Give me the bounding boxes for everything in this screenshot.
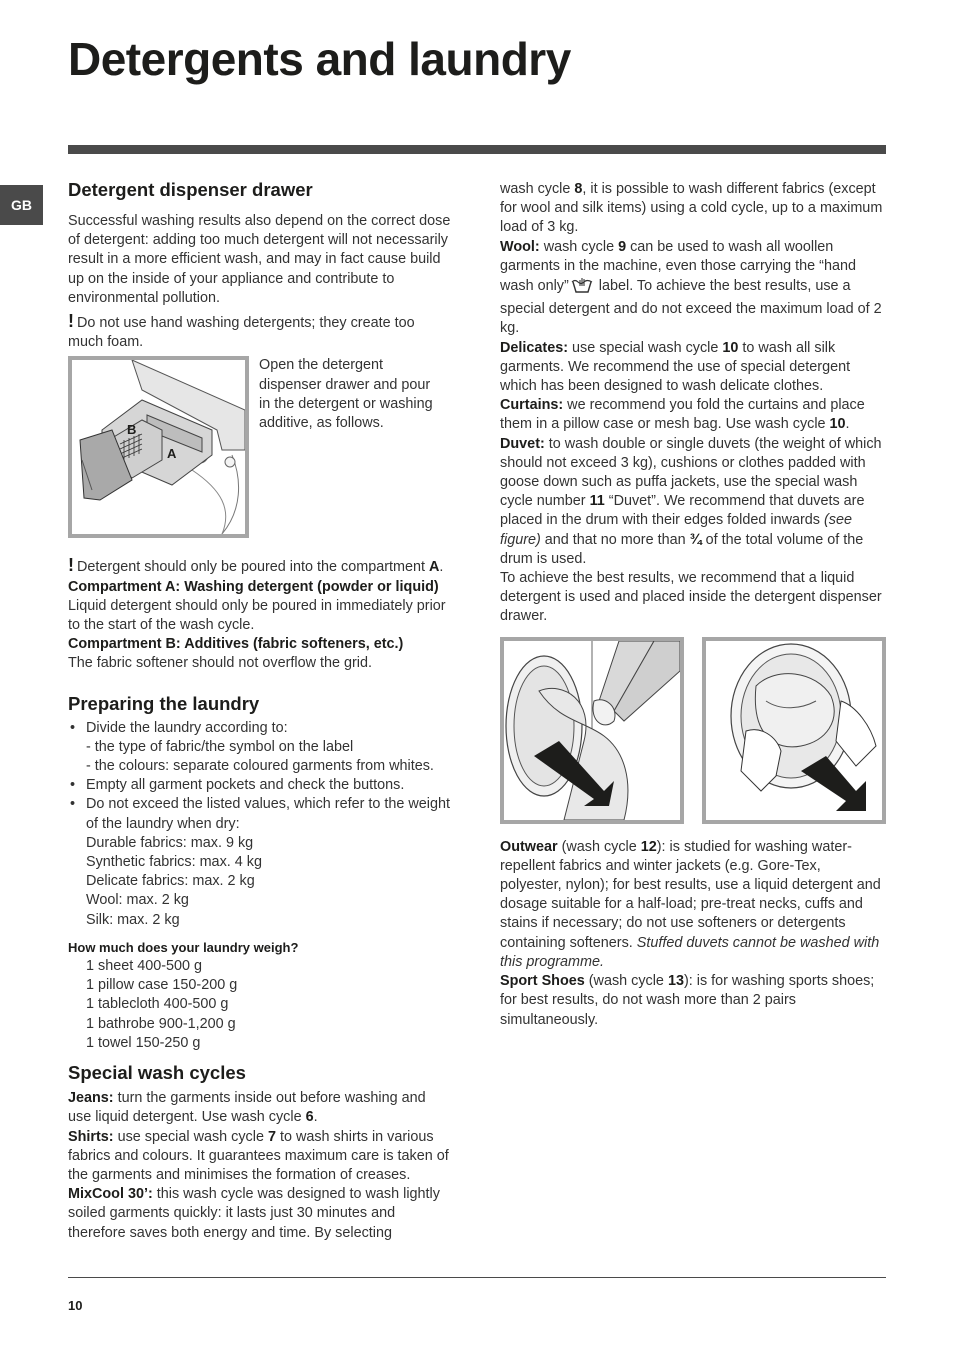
weight-item: 1 pillow case 150-200 g [86, 977, 238, 994]
delicates-cycle: 10 [722, 339, 739, 356]
compartment-note-text: Detergent should only be poured into the compartment [77, 559, 429, 576]
compartment-note-letter: A [429, 559, 440, 576]
page-title: Detergents and laundry [68, 33, 571, 85]
bullet-text: Divide the laundry according to: [86, 719, 288, 736]
duvet-folding-illustration [702, 637, 886, 824]
warning-icon: ! [68, 555, 74, 576]
mixcool-text: this wash cycle was designed to wash lightly soiled garments quickly: it lasts just 30 minutes and therefore saves both energy and time. By selecting [68, 1186, 440, 1241]
language-tab: GB [0, 185, 43, 225]
dispenser-drawer-illustration [68, 356, 249, 538]
list-item [68, 719, 452, 777]
dispenser-heading: Detergent dispenser drawer [68, 179, 313, 200]
list-item [68, 776, 452, 795]
sport-shoes-text: ): is for washing sports shoes; for best results, do not wash more than 2 pairs simultaneously. [500, 973, 875, 1028]
mixcool-text: wash cycle [500, 181, 575, 197]
sport-shoes-cycle: 13 [667, 973, 684, 990]
bullet-subtext: - the type of fabric/the symbol on the label [86, 738, 354, 755]
duvet-cycle: 11 [589, 493, 605, 510]
wool-text: label. To achieve the best results, use a special detergent and do not exceed the maximum load of 2 kg. [500, 278, 882, 337]
limit-item: Durable fabrics: max. 9 kg [86, 834, 254, 851]
laundry-weights [68, 957, 452, 1053]
compartment-b-text: The fabric softener should not overflow the grid. [68, 655, 372, 672]
limit-item: Silk: max. 2 kg [86, 911, 180, 928]
outwear-label: Outwear [500, 838, 558, 855]
curtains-paragraph: Curtains: we recommend you fold the curtains and place them in a pillow case or mesh bag. Use wash cycle 10. [500, 397, 865, 433]
duvet-figures [500, 637, 886, 824]
duvet-text: and that no more than [540, 531, 690, 548]
delicates-paragraph [500, 339, 886, 397]
weight-item: 1 bathrobe 900-1,200 g [86, 1015, 236, 1032]
jeans-cycle: 6 [305, 1109, 314, 1126]
mixcool-paragraph [68, 1185, 452, 1243]
compartment-a-title: Compartment A: Washing detergent (powder or liquid) [68, 578, 439, 595]
wool-text: wash cycle [539, 238, 619, 255]
special-cycles-heading: Special wash cycles [68, 1062, 246, 1084]
shirts-label: Shirts: [68, 1128, 114, 1145]
weight-item: 1 tablecloth 400-500 g [86, 996, 229, 1013]
duvet-paragraph [500, 435, 886, 569]
dispenser-intro: Successful washing results also depend on the correct dose of detergent: adding too much detergent will not necessarily result in a more efficient wash, and may in fact cause build up on the inside of your appliance and contribute to environmental pollution. [68, 213, 451, 306]
delicates-text: use special wash cycle [568, 339, 723, 356]
duvet-fraction: ¾ [689, 531, 702, 548]
wool-cycle: 9 [618, 238, 627, 255]
curtains-cycle: 10 [829, 416, 846, 433]
limit-item: Wool: max. 2 kg [86, 892, 189, 909]
hand-wash-icon [571, 276, 593, 300]
list-item [68, 795, 452, 929]
drawer-figure-row [68, 356, 452, 542]
jeans-text: turn the garments inside out before washing and use liquid detergent. Use wash cycle [68, 1090, 426, 1126]
left-column [68, 178, 452, 1243]
page-number: 10 [68, 1298, 83, 1313]
footer-rule [68, 1277, 886, 1278]
sport-shoes-paragraph [500, 972, 886, 1030]
liquid-detergent-note: To achieve the best results, we recommend that a liquid detergent is used and placed inside the detergent dispenser drawer. [500, 570, 882, 625]
outwear-text: ): is studied for washing water-repellent fabrics and winter jackets (e.g. Gore-Tex, polyester, nylon); for best results, use a liquid detergent and dosage suitable for a half-load; pre-treat necks, cuffs and stains if necessary; do not use softeners or detergents containing softeners. [500, 838, 881, 951]
wool-paragraph [500, 238, 886, 339]
shirts-paragraph [68, 1128, 452, 1186]
foam-warning-text: Do not use hand washing detergents; they create too much foam. [68, 315, 415, 351]
duvet-text: of the total volume of the drum is used. [500, 531, 864, 567]
compartment-b-label: B [127, 422, 137, 438]
mixcool-cycle: 8 [574, 181, 583, 197]
compartment-note-end: . [439, 559, 444, 576]
shirts-text: to wash shirts in various fabrics and colours. It guarantees maximum care is taken of the garments and minimises the formation of creases. [68, 1128, 449, 1183]
jeans-label: Jeans: [68, 1090, 114, 1107]
weight-item: 1 towel 150-250 g [86, 1034, 201, 1051]
duvet-text: “Duvet”. We recommend that duvets are placed in the drum with their edges folded inwards [500, 493, 865, 529]
bullet-subtext: - the colours: separate coloured garments from whites. [86, 758, 434, 775]
compartment-a-text: Liquid detergent should only be poured in immediately prior to the start of the wash cycle. [68, 597, 446, 634]
outwear-paragraph [500, 838, 886, 972]
bullet-text: Do not exceed the listed values, which refer to the weight of the laundry when dry: [86, 796, 450, 832]
mixcool-text: , it is possible to wash different fabrics (except for wool and silk items) using a cold cycle, up to a maximum load of 3 kg. [500, 181, 883, 236]
duvet-label: Duvet: [500, 435, 545, 452]
delicates-label: Delicates: [500, 339, 568, 356]
weigh-heading: How much does your laundry weigh? [68, 939, 299, 955]
mixcool-continued [500, 180, 886, 238]
jeans-paragraph: Jeans: turn the garments inside out before washing and use liquid detergent. Use wash cycle 6. [68, 1090, 426, 1126]
curtains-label: Curtains: [500, 397, 564, 414]
weight-item: 1 sheet 400-500 g [86, 958, 203, 975]
delicates-text: to wash all silk garments. We recommend the use of special detergent which has been designed to wash delicate clothes. [500, 339, 851, 395]
outwear-cycle: 12 [640, 838, 657, 855]
laundry-bullets [68, 719, 452, 930]
curtains-text: we recommend you fold the curtains and place them in a pillow case or mesh bag. Use wash cycle [500, 397, 865, 433]
outwear-note: Stuffed duvets cannot be washed with this programme. [500, 934, 880, 970]
duvet-text: to wash double or single duvets (the weight of which should not exceed 3 kg), cushions or clothes padded with goose down such as puffa jackets, use the special wash cycle number [500, 435, 882, 510]
warning-icon: ! [68, 311, 74, 332]
sport-shoes-label: Sport Shoes [500, 973, 585, 990]
sport-shoes-text: (wash cycle [584, 973, 668, 990]
weight-limits [86, 834, 452, 930]
compartment-a-label: A [167, 446, 177, 462]
duvet-see-figure: (see figure) [500, 512, 852, 548]
limit-item: Delicate fabrics: max. 2 kg [86, 873, 255, 890]
wool-text: can be used to wash all woollen garments in the machine, even those carrying the “hand wash only” [500, 238, 856, 295]
shirts-cycle: 7 [267, 1128, 276, 1145]
title-rule [68, 145, 886, 154]
right-column [500, 180, 886, 1030]
shirts-text: use special wash cycle [113, 1128, 268, 1145]
compartment-note [68, 556, 452, 577]
mixcool-label: MixCool 30’: [68, 1186, 153, 1203]
drawer-instructions: Open the detergent dispenser drawer and pour in the detergent or washing additive, as follows. [259, 357, 433, 432]
compartment-b-title: Compartment B: Additives (fabric softeners, etc.) [68, 636, 404, 653]
duvet-loading-illustration [500, 637, 684, 824]
bullet-text: Empty all garment pockets and check the buttons. [86, 777, 405, 794]
laundry-heading: Preparing the laundry [68, 692, 260, 714]
foam-warning [68, 312, 452, 352]
outwear-text: (wash cycle [557, 838, 641, 855]
wool-label: Wool: [500, 238, 540, 255]
limit-item: Synthetic fabrics: max. 4 kg [86, 854, 262, 871]
